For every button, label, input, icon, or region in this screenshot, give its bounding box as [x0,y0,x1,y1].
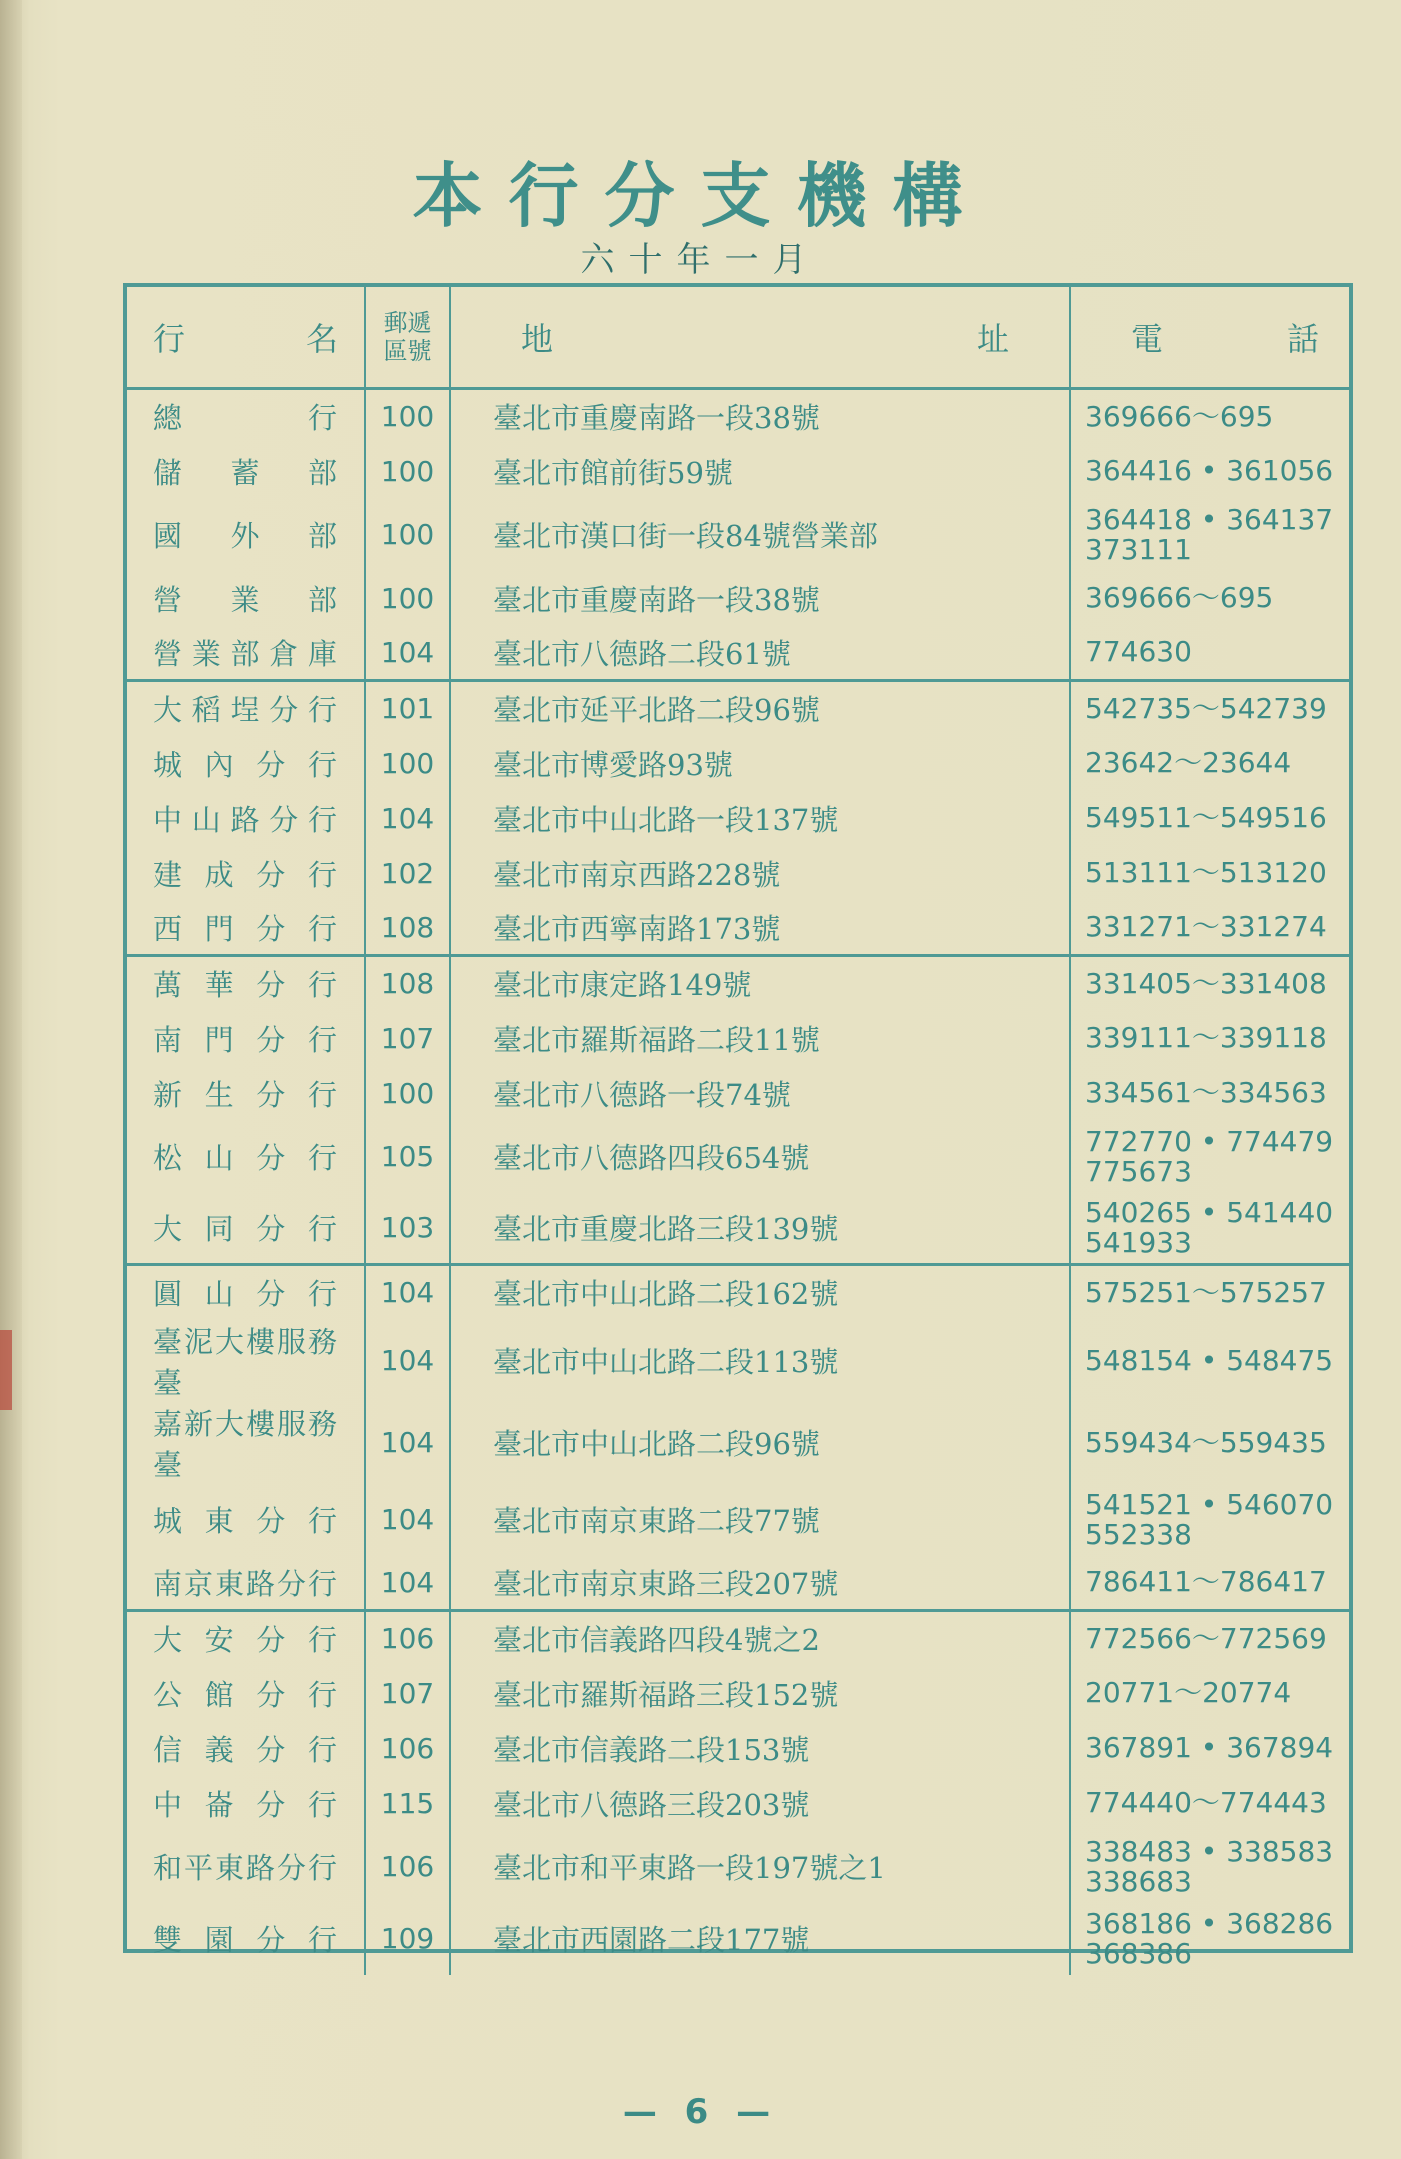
branch-name-cell: 和平東路分行 [153,1851,338,1885]
phone-line: 367891 • 367894 [1085,1731,1334,1764]
postal-code-cell: 106 [365,1611,450,1666]
table-row [127,1556,1349,1611]
branch-table-grid [127,287,1349,1975]
branch-name-cell: 國外部 [153,519,338,553]
address-cell: 臺北市信義路四段4號之2 [450,1611,1070,1666]
address-cell: 臺北市中山北路二段96號 [450,1402,1070,1484]
table-row [127,1776,1349,1831]
address-cell: 臺北市中山北路二段162號 [450,1265,1070,1320]
page-date: 六十年一月 [580,240,821,280]
postal-code-cell: 107 [365,1011,450,1066]
postal-code-cell: 106 [365,1831,450,1903]
phone-cell [1070,499,1349,571]
postal-code-cell: 106 [365,1721,450,1776]
branch-name-cell: 嘉新大樓服務臺 [153,1406,338,1482]
phone-line: 23642～23644 [1085,746,1292,779]
branch-name-cell: 雙園分行 [153,1923,338,1957]
phone-line-2: 338683 [1085,1864,1192,1898]
header-phone-right: 話 [1286,320,1319,358]
phone-cell [1070,571,1349,626]
table-row [127,571,1349,626]
postal-code-cell: 100 [365,1066,450,1121]
table-row [127,1402,1349,1484]
phone-line: 772770 • 774479 [1085,1124,1334,1158]
header-name-right: 名 [305,320,338,358]
address-cell: 臺北市重慶北路三段139號 [450,1193,1070,1265]
phone-cell [1070,1066,1349,1121]
phone-cell [1070,626,1349,681]
branch-name-cell: 大安分行 [127,1611,365,1666]
phone-cell [1070,1402,1349,1484]
phone-cell [1070,1320,1349,1402]
phone-line: 513111～513120 [1085,856,1327,889]
address-cell: 臺北市漢口街一段84號營業部 [450,499,1070,571]
book-spine-shadow [0,0,22,2159]
table-row [127,1666,1349,1721]
phone-line: 774440～774443 [1085,1786,1327,1819]
address-cell: 臺北市八德路一段74號 [450,1066,1070,1121]
branch-name-cell: 中山路分行 [153,802,338,837]
phone-line: 541521 • 546070 [1085,1487,1334,1521]
branch-name-cell: 松山分行 [153,1141,338,1175]
phone-line-2: 775673 [1085,1154,1192,1188]
postal-code-cell: 108 [365,956,450,1011]
postal-code-cell: 107 [365,1666,450,1721]
table-body [127,389,1349,1975]
red-edge-mark [0,1330,12,1410]
table-row [127,1721,1349,1776]
phone-line: 774630 [1085,635,1192,669]
address-cell: 臺北市八德路四段654號 [450,1121,1070,1193]
branch-name-cell: 萬華分行 [127,956,365,1011]
address-cell: 臺北市中山北路二段113號 [450,1320,1070,1402]
table-row [127,1121,1349,1193]
branch-name-cell: 信義分行 [153,1732,338,1767]
phone-line: 364416 • 361056 [1085,454,1334,487]
table-row [127,1484,1349,1556]
table-row [127,444,1349,499]
phone-line: 331271～331274 [1085,910,1327,944]
table-row [127,389,1349,444]
phone-cell [1070,1011,1349,1066]
table-row [127,1320,1349,1402]
postal-code-cell: 100 [365,736,450,791]
branch-name-cell: 公館分行 [153,1677,338,1712]
branch-name-cell: 中崙分行 [153,1787,338,1822]
header-zip-line1: 郵遞 [383,309,432,337]
phone-cell [1070,389,1349,444]
header-zip-line2: 區號 [383,337,432,365]
phone-line: 559434～559435 [1085,1425,1327,1459]
table-row [127,1066,1349,1121]
branch-name-cell: 建成分行 [153,857,338,892]
phone-line: 368186 • 368286 [1085,1906,1334,1940]
phone-line: 786411～786417 [1085,1565,1327,1599]
branch-name-cell: 儲蓄部 [153,455,338,490]
phone-line-2: 541933 [1085,1225,1192,1259]
branch-name-cell: 西門分行 [153,911,338,946]
table-row [127,1011,1349,1066]
postal-code-cell: 100 [365,444,450,499]
header-name-left: 行 [153,320,186,358]
table-row [127,791,1349,846]
address-cell: 臺北市南京東路二段77號 [450,1484,1070,1556]
phone-line: 369666～695 [1085,399,1274,433]
address-cell: 臺北市康定路149號 [450,956,1070,1011]
branch-name-cell: 南京東路分行 [153,1566,338,1601]
phone-cell [1070,1193,1349,1265]
address-cell: 臺北市八德路二段61號 [450,626,1070,681]
phone-cell [1070,791,1349,846]
postal-code-cell: 104 [365,1402,450,1484]
table-row [127,499,1349,571]
postal-code-cell: 115 [365,1776,450,1831]
address-cell: 臺北市重慶南路一段38號 [450,389,1070,444]
branch-name-cell: 營業部 [153,582,338,617]
address-cell: 臺北市中山北路一段137號 [450,791,1070,846]
phone-line: 540265 • 541440 [1085,1195,1334,1229]
phone-cell [1070,1903,1349,1975]
phone-line: 339111～339118 [1085,1021,1327,1054]
branch-name-cell: 總行 [153,401,338,436]
postal-code-cell: 101 [365,681,450,736]
phone-cell [1070,1721,1349,1776]
address-cell: 臺北市延平北路二段96號 [450,681,1070,736]
table-row [127,1903,1349,1975]
postal-code-cell: 104 [365,791,450,846]
address-cell: 臺北市重慶南路一段38號 [450,571,1070,626]
phone-line: 575251～575257 [1085,1275,1327,1309]
postal-code-cell: 109 [365,1903,450,1975]
phone-cell [1070,1265,1349,1320]
branch-name-cell: 營業部倉庫 [153,636,338,671]
table-row [127,626,1349,681]
address-cell: 臺北市羅斯福路三段152號 [450,1666,1070,1721]
table-row [127,1193,1349,1265]
postal-code-cell: 103 [365,1193,450,1265]
branch-name-cell: 城內分行 [153,747,338,782]
address-cell: 臺北市南京西路228號 [450,846,1070,901]
phone-cell [1070,1831,1349,1903]
phone-line: 549511～549516 [1085,801,1327,834]
phone-cell [1070,444,1349,499]
branch-name-cell: 圓山分行 [127,1265,365,1320]
postal-code-cell: 104 [365,1484,450,1556]
phone-line: 331405～331408 [1085,966,1327,1000]
postal-code-cell: 104 [365,1265,450,1320]
phone-cell [1070,1776,1349,1831]
address-cell: 臺北市南京東路三段207號 [450,1556,1070,1611]
phone-line: 364418 • 364137 [1085,502,1334,536]
address-cell: 臺北市八德路三段203號 [450,1776,1070,1831]
table-row [127,681,1349,736]
phone-line: 338483 • 338583 [1085,1834,1334,1868]
table-row [127,736,1349,791]
phone-line-2: 373111 [1085,532,1192,566]
phone-line: 542735～542739 [1085,691,1327,725]
header-address-left: 地 [521,320,554,358]
postal-code-cell: 104 [365,1556,450,1611]
phone-cell [1070,1556,1349,1611]
header-address [450,287,1070,389]
header-name [127,287,365,389]
postal-code-cell: 104 [365,1320,450,1402]
address-cell: 臺北市信義路二段153號 [450,1721,1070,1776]
postal-code-cell: 100 [365,571,450,626]
address-cell: 臺北市西園路二段177號 [450,1903,1070,1975]
address-cell: 臺北市西寧南路173號 [450,901,1070,956]
postal-code-cell: 104 [365,626,450,681]
branch-name-cell: 大稻埕分行 [127,681,365,736]
phone-line: 369666～695 [1085,581,1274,614]
postal-code-cell: 105 [365,1121,450,1193]
table-row [127,901,1349,956]
page-title: 本行分支機構 [412,154,989,237]
phone-cell [1070,681,1349,736]
phone-cell [1070,956,1349,1011]
phone-line-2: 552338 [1085,1517,1192,1551]
postal-code-cell: 100 [365,389,450,444]
page-number: — 6 — [622,2092,779,2132]
table-row [127,1831,1349,1903]
phone-cell [1070,736,1349,791]
phone-line-2: 368386 [1085,1936,1192,1970]
branch-name-cell: 臺泥大樓服務臺 [153,1324,338,1400]
phone-line: 772566～772569 [1085,1621,1327,1655]
header-zip [365,287,450,389]
postal-code-cell: 102 [365,846,450,901]
phone-cell [1070,1666,1349,1721]
branch-table [123,283,1353,1970]
phone-cell [1070,901,1349,956]
header-phone-left: 電 [1131,320,1164,358]
address-cell: 臺北市博愛路93號 [450,736,1070,791]
address-cell: 臺北市和平東路一段197號之1 [450,1831,1070,1903]
table-row [127,956,1349,1011]
phone-cell [1070,1484,1349,1556]
branch-name-cell: 大同分行 [153,1212,338,1247]
table-row [127,846,1349,901]
postal-code-cell: 108 [365,901,450,956]
header-address-right: 址 [976,320,1009,358]
phone-cell [1070,1121,1349,1193]
table-row [127,1265,1349,1320]
phone-line: 20771～20774 [1085,1676,1292,1709]
phone-line: 334561～334563 [1085,1076,1327,1109]
address-cell: 臺北市館前街59號 [450,444,1070,499]
branch-name-cell: 新生分行 [153,1077,338,1112]
branch-name-cell: 城東分行 [153,1504,338,1538]
table-header [127,287,1349,389]
header-phone [1070,287,1349,389]
phone-line: 548154 • 548475 [1085,1343,1334,1377]
branch-name-cell: 南門分行 [153,1022,338,1057]
address-cell: 臺北市羅斯福路二段11號 [450,1011,1070,1066]
phone-cell [1070,846,1349,901]
table-row [127,1611,1349,1666]
postal-code-cell: 100 [365,499,450,571]
phone-cell [1070,1611,1349,1666]
